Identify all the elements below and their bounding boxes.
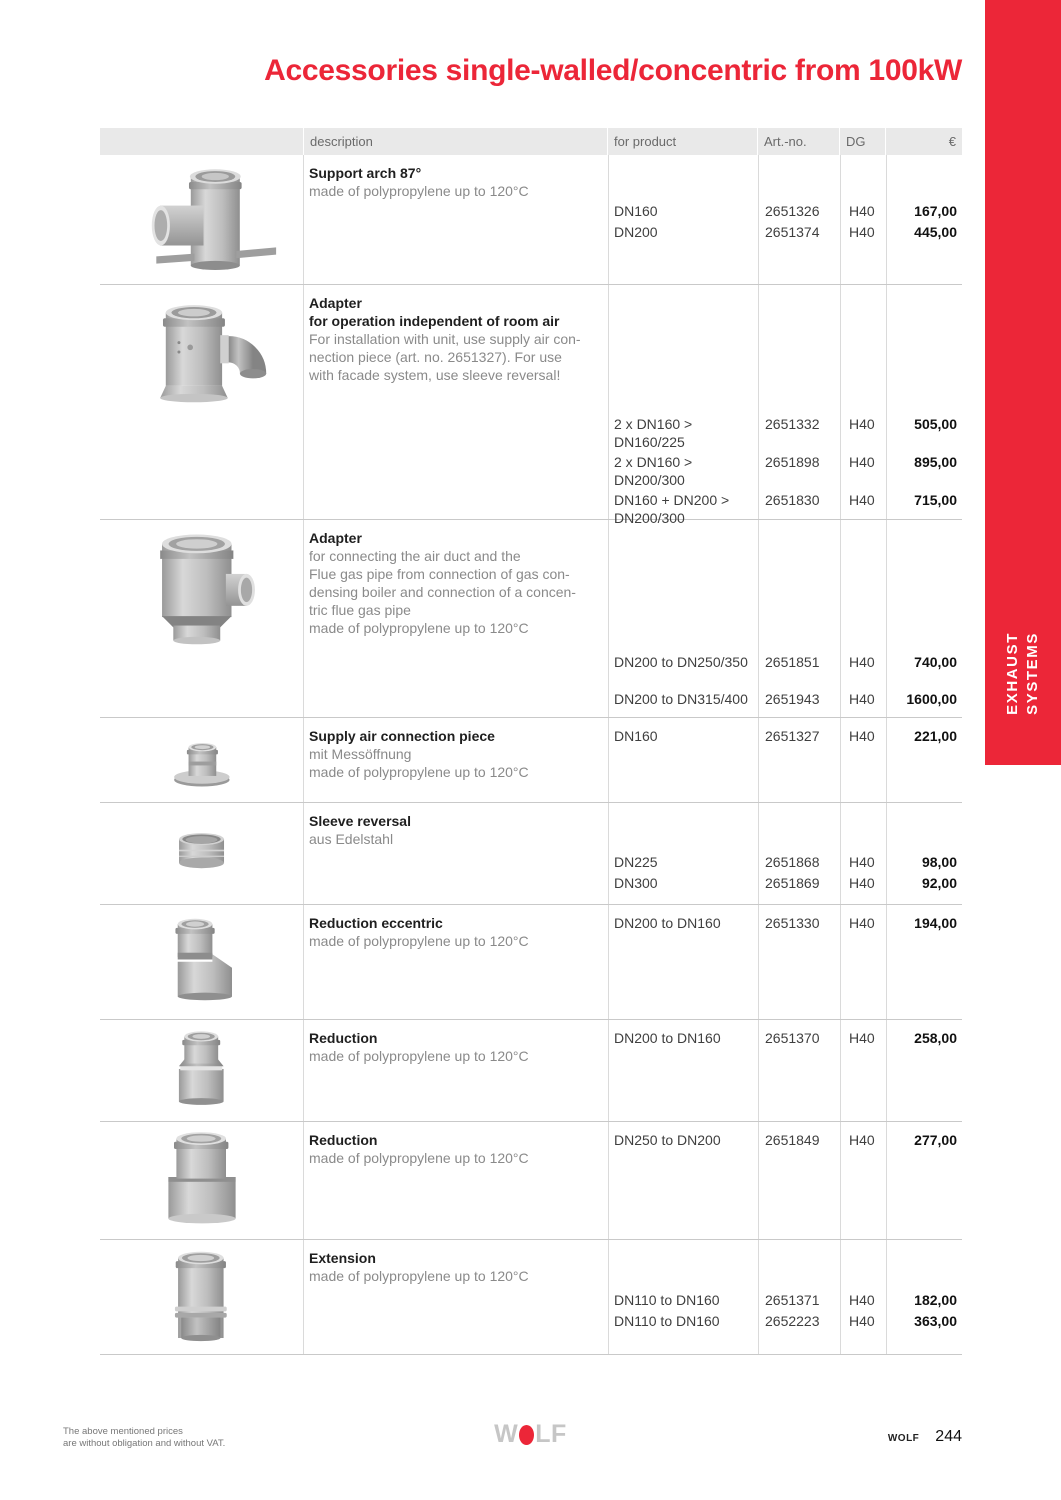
product-dg: H40	[849, 915, 875, 931]
product-art-no: 2651851	[765, 654, 820, 670]
table-row	[100, 1020, 962, 1122]
product-price: 182,00	[914, 1292, 957, 1308]
price-disclaimer-line2: are without obligation and without VAT.	[63, 1438, 226, 1449]
product-art-no: 2652223	[765, 1313, 820, 1329]
logo-letter-w: W	[494, 1420, 519, 1448]
product-art-no: 2651327	[765, 728, 820, 744]
row-title-line: Sleeve reversal	[309, 813, 411, 829]
product-for-product	[608, 1312, 758, 1330]
product-art-no: 2651332	[765, 416, 820, 432]
product-name-line: 2 x DN160 >	[614, 454, 693, 470]
sidebar-label-line1: EXHAUST	[1004, 632, 1021, 715]
row-desc-line: made of polypropylene up to 120°C	[309, 764, 529, 780]
product-name-line: DN200 to DN160	[614, 915, 721, 931]
exhaust-systems-sidebar	[985, 0, 1061, 765]
product-price: 740,00	[914, 654, 957, 670]
product-price: 258,00	[914, 1030, 957, 1046]
product-dg: H40	[849, 1292, 875, 1308]
row-products	[608, 1020, 962, 1121]
header-dg: DG	[840, 128, 885, 155]
product-art-no: 2651326	[765, 203, 820, 219]
product-entry	[608, 453, 962, 489]
product-entry	[608, 202, 962, 220]
product-art-no: 2651371	[765, 1292, 820, 1308]
row-desc-line: made of polypropylene up to 120°C	[309, 183, 529, 199]
page-info	[888, 1428, 962, 1446]
product-for-product	[608, 653, 758, 671]
row-title-line: Reduction eccentric	[309, 915, 443, 931]
row-desc-line: made of polypropylene up to 120°C	[309, 1150, 529, 1166]
product-dg: H40	[849, 203, 875, 219]
row-title-line: Extension	[309, 1250, 376, 1266]
product-price: 92,00	[921, 875, 957, 891]
support-arch-drawing	[120, 162, 283, 280]
row-title-line: Adapter	[309, 295, 362, 311]
product-name-line: DN200/300	[614, 510, 685, 526]
product-price: 895,00	[914, 454, 957, 470]
page-number: 244	[935, 1428, 962, 1445]
product-for-product	[608, 914, 758, 932]
product-name-line: 2 x DN160 >	[614, 416, 693, 432]
row-title-line: Support arch 87°	[309, 165, 422, 181]
extension-drawing	[131, 1247, 272, 1349]
header-for-product: for product	[608, 128, 757, 155]
row-title-line: Adapter	[309, 530, 362, 546]
product-name-line: DN160	[614, 203, 658, 219]
row-description	[303, 1122, 608, 1239]
reduction-eccentric-drawing	[134, 912, 270, 1010]
product-art-no: 2651868	[765, 854, 820, 870]
product-entry	[608, 1312, 962, 1330]
product-name-line: DN200 to DN250/350	[614, 654, 748, 670]
product-art-no: 2651330	[765, 915, 820, 931]
product-for-product	[608, 223, 758, 241]
product-image-reduction-eccentric	[100, 905, 303, 1019]
sleeve-reversal-drawing	[142, 810, 261, 896]
table-row	[100, 285, 962, 526]
table-row	[100, 803, 962, 905]
product-name-line: DN160/225	[614, 434, 685, 450]
product-price: 194,00	[914, 915, 957, 931]
product-art-no: 2651849	[765, 1132, 820, 1148]
product-dg: H40	[849, 492, 875, 508]
page-title: Accessories single-walled/concentric from 100kW	[264, 54, 962, 87]
product-price: 1600,00	[906, 691, 957, 707]
row-products	[608, 803, 962, 904]
table-row	[100, 520, 962, 718]
product-name-line: DN110 to DN160	[614, 1313, 720, 1329]
product-price: 98,00	[921, 854, 957, 870]
product-entry	[608, 223, 962, 241]
product-for-product	[608, 202, 758, 220]
adapter-air-duct-drawing	[117, 527, 286, 649]
row-title-line: Supply air connection piece	[309, 728, 495, 744]
row-desc-line: made of polypropylene up to 120°C	[309, 620, 529, 636]
product-dg: H40	[849, 875, 875, 891]
row-desc-line: mit Messöffnung	[309, 746, 412, 762]
product-name-line: DN110 to DN160	[614, 1292, 720, 1308]
row-description	[303, 520, 608, 717]
product-for-product	[608, 1029, 758, 1047]
row-desc-line: made of polypropylene up to 120°C	[309, 1268, 529, 1284]
row-description	[303, 1240, 608, 1354]
product-price: 277,00	[914, 1132, 957, 1148]
header-currency: €	[886, 128, 962, 155]
product-art-no: 2651370	[765, 1030, 820, 1046]
product-art-no: 2651869	[765, 875, 820, 891]
product-dg: H40	[849, 654, 875, 670]
row-description	[303, 803, 608, 904]
row-description	[303, 1020, 608, 1121]
product-name-line: DN300	[614, 875, 658, 891]
product-price: 221,00	[914, 728, 957, 744]
table-row	[100, 718, 962, 803]
row-desc-line: Flue gas pipe from connection of gas con-	[309, 566, 570, 582]
product-dg: H40	[849, 1313, 875, 1329]
product-for-product	[608, 690, 758, 708]
product-for-product	[608, 727, 758, 745]
product-image-reduction-large	[100, 1122, 303, 1239]
row-desc-line: made of polypropylene up to 120°C	[309, 933, 529, 949]
product-art-no: 2651898	[765, 454, 820, 470]
row-title-line: for operation independent of room air	[309, 313, 560, 329]
product-for-product	[608, 853, 758, 871]
product-art-no: 2651943	[765, 691, 820, 707]
table-row	[100, 1240, 962, 1355]
table-row	[100, 155, 962, 285]
row-desc-line: nection piece (art. no. 2651327). For use	[309, 349, 562, 365]
product-image-extension	[100, 1240, 303, 1354]
reduction-large-drawing	[130, 1129, 274, 1233]
product-entry	[608, 690, 962, 708]
logo-red-dot-icon	[519, 1425, 534, 1445]
logo-letters-lf: LF	[535, 1420, 567, 1448]
product-image-reduction-small	[100, 1020, 303, 1121]
product-dg: H40	[849, 1132, 875, 1148]
product-image-adapter-room-air	[100, 285, 303, 519]
row-products	[608, 1122, 962, 1239]
row-products	[608, 285, 962, 526]
product-entry	[608, 1029, 962, 1047]
product-entry	[608, 874, 962, 892]
row-description	[303, 905, 608, 1019]
accessories-table	[100, 128, 962, 1355]
product-name-line: DN225	[614, 854, 658, 870]
product-for-product	[608, 874, 758, 892]
row-products	[608, 905, 962, 1019]
product-dg: H40	[849, 854, 875, 870]
row-products	[608, 1240, 962, 1354]
product-image-supply-air-piece	[100, 718, 303, 802]
product-dg: H40	[849, 454, 875, 470]
product-dg: H40	[849, 224, 875, 240]
row-products	[608, 718, 962, 802]
product-name-line: DN200 to DN315/400	[614, 691, 748, 707]
reduction-small-drawing	[141, 1027, 263, 1115]
table-row	[100, 905, 962, 1020]
row-desc-line: for connecting the air duct and the	[309, 548, 521, 564]
product-name-line: DN200	[614, 224, 658, 240]
row-products	[608, 520, 962, 717]
row-desc-line: densing boiler and connection of a concen-	[309, 584, 576, 600]
product-art-no: 2651830	[765, 492, 820, 508]
product-for-product	[608, 415, 758, 451]
table-row	[100, 1122, 962, 1240]
product-price: 445,00	[914, 224, 957, 240]
product-entry	[608, 1131, 962, 1149]
product-name-line: DN160 + DN200 >	[614, 492, 730, 508]
product-for-product	[608, 1131, 758, 1149]
table-header-row	[100, 128, 962, 155]
product-entry	[608, 1291, 962, 1309]
row-products	[608, 155, 962, 284]
product-entry	[608, 653, 962, 671]
row-desc-line: with facade system, use sleeve reversal!	[309, 367, 561, 383]
row-title-line: Reduction	[309, 1030, 378, 1046]
product-dg: H40	[849, 1030, 875, 1046]
product-entry	[608, 415, 962, 451]
product-name-line: DN250 to DN200	[614, 1132, 721, 1148]
sidebar-label-line2: SYSTEMS	[1024, 632, 1041, 715]
row-desc-line: tric flue gas pipe	[309, 602, 411, 618]
product-price: 167,00	[914, 203, 957, 219]
product-price: 715,00	[914, 492, 957, 508]
product-dg: H40	[849, 691, 875, 707]
product-for-product	[608, 1291, 758, 1309]
row-description	[303, 718, 608, 802]
row-desc-line: made of polypropylene up to 120°C	[309, 1048, 529, 1064]
row-title-line: Reduction	[309, 1132, 378, 1148]
product-dg: H40	[849, 728, 875, 744]
product-entry	[608, 853, 962, 871]
header-image-column	[100, 128, 303, 155]
product-price: 363,00	[914, 1313, 957, 1329]
product-name-line: DN200/300	[614, 472, 685, 488]
row-description	[303, 285, 608, 519]
page-footer	[0, 1412, 1061, 1482]
product-name-line: DN200 to DN160	[614, 1030, 721, 1046]
product-price: 505,00	[914, 416, 957, 432]
product-for-product	[608, 453, 758, 489]
product-name-line: DN160	[614, 728, 658, 744]
brand-label: WOLF	[887, 1433, 920, 1444]
header-art-no: Art.-no.	[758, 128, 839, 155]
supply-air-piece-drawing	[152, 725, 252, 797]
row-description	[303, 155, 608, 284]
row-desc-line: For installation with unit, use supply air con-	[309, 331, 581, 347]
adapter-room-air-drawing	[117, 292, 286, 414]
product-image-adapter-air-duct	[100, 520, 303, 717]
sidebar-label	[1003, 632, 1043, 715]
product-image-support-arch	[100, 155, 303, 284]
table-body	[100, 155, 962, 1355]
product-art-no: 2651374	[765, 224, 820, 240]
product-entry	[608, 727, 962, 745]
product-dg: H40	[849, 416, 875, 432]
price-disclaimer-line1: The above mentioned prices	[63, 1426, 183, 1437]
product-entry	[608, 914, 962, 932]
row-desc-line: aus Edelstahl	[309, 831, 394, 847]
product-image-sleeve-reversal	[100, 803, 303, 904]
header-description: description	[304, 128, 607, 155]
